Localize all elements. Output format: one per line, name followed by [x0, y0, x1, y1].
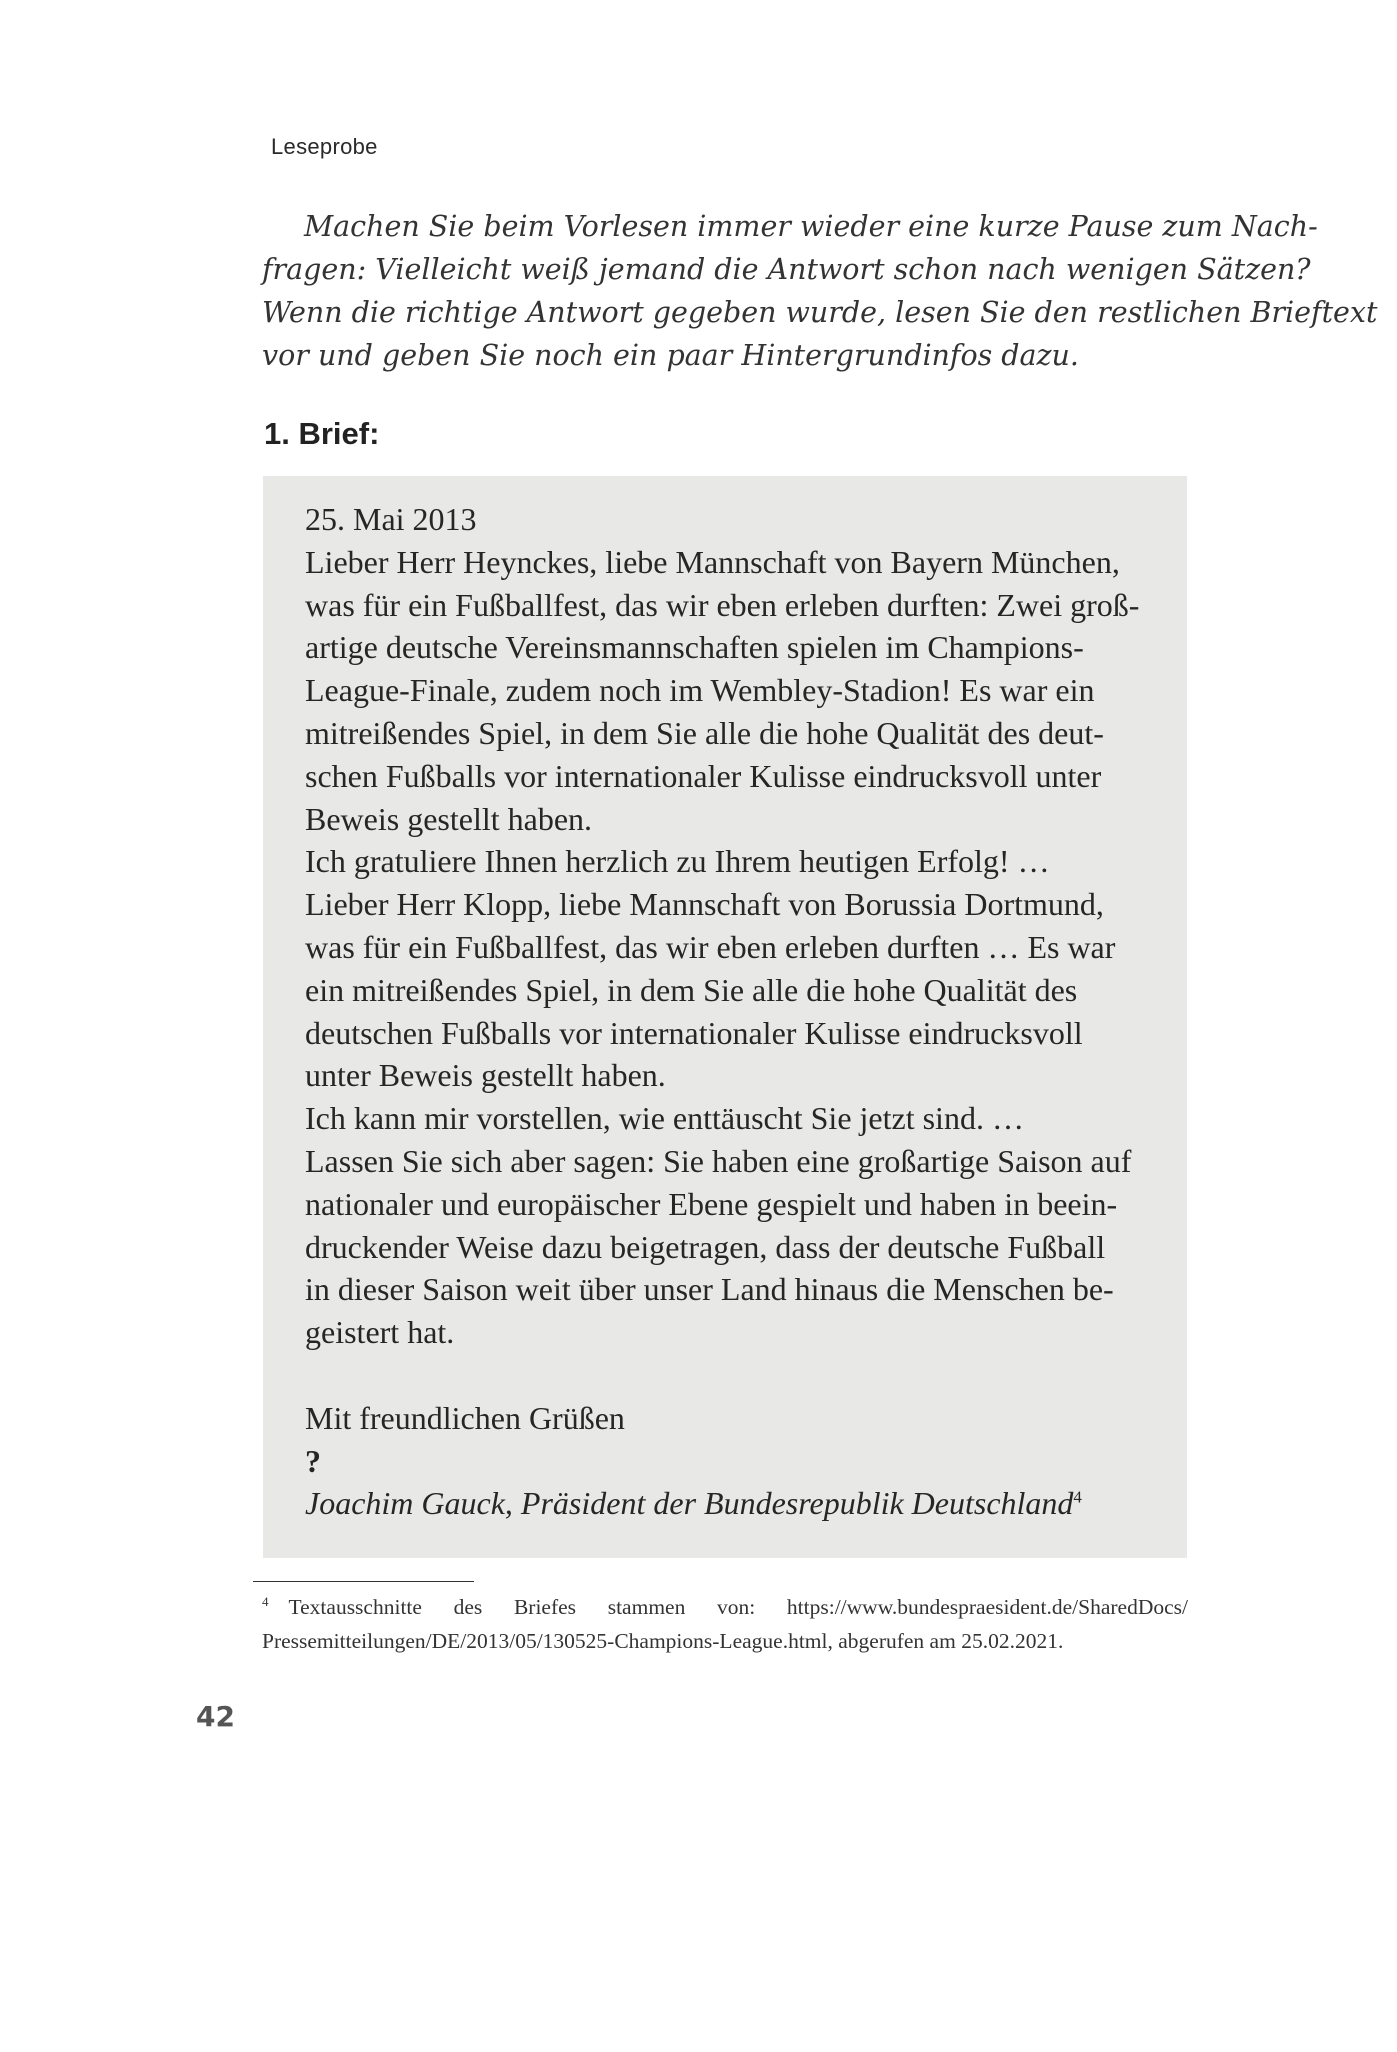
running-header: Leseprobe	[271, 134, 378, 159]
letter-signature	[305, 1482, 1150, 1525]
letter-line: ein mitreißendes Spiel, in dem Sie alle die hohe Qualität des	[305, 971, 1078, 1008]
letter-line: Ich kann mir vorstellen, wie enttäuscht Sie jetzt sind. …	[305, 1100, 1024, 1137]
letter-line: artige deutsche Vereinsmannschaften spielen im Champions-	[305, 629, 1084, 666]
letter-line: Lieber Herr Klopp, liebe Mannschaft von Borussia Dortmund,	[305, 886, 1104, 923]
footnote-word: von:	[717, 1595, 756, 1619]
footnote-number: 4	[262, 1593, 269, 1609]
letter-line: geistert hat.	[305, 1314, 455, 1351]
letter-line: deutschen Fußballs vor internationaler Kulisse eindrucksvoll	[305, 1014, 1083, 1051]
footnote-divider	[253, 1581, 474, 1582]
footnote-word: Textausschnitte	[288, 1595, 422, 1619]
letter-line: League-Finale, zudem noch im Wembley-Stadion! Es war ein	[305, 672, 1095, 709]
section-heading: 1. Brief:	[264, 416, 380, 451]
footnote-url-part: https://www.bundespraesident.de/SharedDocs/	[786, 1595, 1188, 1619]
intro-line: Wenn die richtige Antwort gegeben wurde, lesen Sie den restlichen Brieftext	[262, 296, 1378, 329]
footnote-word: stammen	[607, 1595, 686, 1619]
footnote-first-word-group	[262, 1590, 422, 1624]
intro-paragraph	[262, 205, 1378, 377]
letter-line: was für ein Fußballfest, das wir eben erleben durften … Es war	[305, 928, 1116, 965]
intro-line: vor und geben Sie noch ein paar Hintergrundinfos dazu.	[262, 339, 1079, 372]
footnote-line	[262, 1590, 1188, 1624]
letter-line: was für ein Fußballfest, das wir eben erleben durften: Zwei groß-	[305, 586, 1140, 623]
letter-line: mitreißendes Spiel, in dem Sie alle die hohe Qualität des deut-	[305, 714, 1104, 751]
footnote-line: Pressemitteilungen/DE/2013/05/130525-Champions-League.html, abgerufen am 25.02.2021.	[262, 1629, 1064, 1653]
letter-line: Lassen Sie sich aber sagen: Sie haben eine großartige Saison auf	[305, 1142, 1132, 1179]
page-number: 42	[196, 1700, 235, 1733]
letter-date: 25. Mai 2013	[305, 501, 477, 537]
letter-line: schen Fußballs vor internationaler Kulisse eindrucksvoll unter	[305, 757, 1102, 794]
intro-line: Machen Sie beim Vorlesen immer wieder eine kurze Pause zum Nach-	[304, 210, 1318, 243]
letter-spacer	[305, 1354, 1150, 1397]
letter-line: unter Beweis gestellt haben.	[305, 1057, 666, 1094]
letter-line: Beweis gestellt haben.	[305, 800, 593, 837]
footnote	[262, 1590, 1188, 1658]
letter-box	[263, 476, 1187, 1558]
letter-line: Ich gratuliere Ihnen herzlich zu Ihrem heutigen Erfolg! …	[305, 843, 1050, 880]
letter-line: druckender Weise dazu beigetragen, dass der deutsche Fußball	[305, 1228, 1106, 1265]
footnote-word: Briefes	[513, 1595, 577, 1619]
letter-line: Lieber Herr Heynckes, liebe Mannschaft von Bayern München,	[305, 543, 1120, 580]
letter-question-mark: ?	[305, 1442, 321, 1479]
signature-text: Joachim Gauck, Präsident der Bundesrepublik Deutschland	[305, 1485, 1074, 1522]
letter-line: in dieser Saison weit über unser Land hinaus die Menschen be-	[305, 1271, 1114, 1308]
letter-line: nationaler und europäischer Ebene gespielt und haben in beein-	[305, 1185, 1118, 1222]
footnote-reference: 4	[1073, 1487, 1082, 1507]
letter-text	[305, 498, 1150, 1525]
intro-line: fragen: Vielleicht weiß jemand die Antwort schon nach wenigen Sätzen?	[262, 253, 1311, 286]
letter-closing: Mit freundlichen Grüßen	[305, 1399, 625, 1436]
footnote-word: des	[453, 1595, 483, 1619]
